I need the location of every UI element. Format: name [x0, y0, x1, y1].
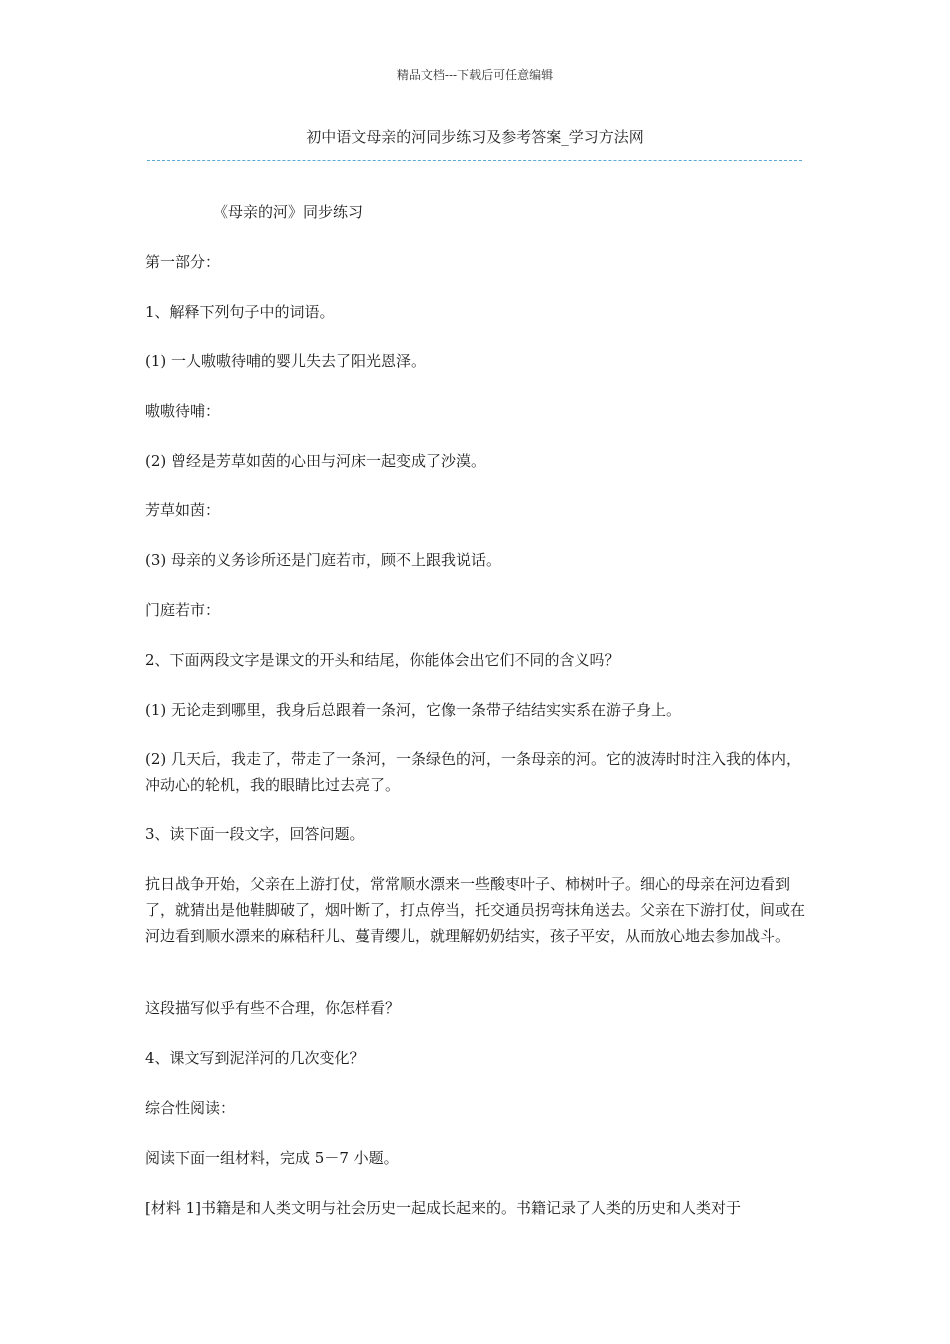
section-heading: 综合性阅读：	[145, 1099, 236, 1117]
question-3: 3、读下面一段文字，回答问题。	[145, 825, 365, 843]
section-subtitle: 《母亲的河》同步练习	[213, 203, 364, 221]
question-1-term-2: 芳草如茵：	[145, 501, 221, 519]
question-4: 4、课文写到泥洋河的几次变化？	[145, 1049, 365, 1067]
question-1-sentence-1: (1) 一人嗷嗷待哺的婴儿失去了阳光恩泽。	[145, 352, 427, 370]
question-1-term-1: 嗷嗷待哺：	[145, 402, 221, 420]
section-instructions: 阅读下面一组材料，完成 5－7 小题。	[145, 1149, 399, 1167]
question-1-sentence-2: (2) 曾经是芳草如茵的心田与河床一起变成了沙漠。	[145, 452, 487, 470]
question-3-prompt: 这段描写似乎有些不合理，你怎样看？	[145, 999, 401, 1017]
material-1: [材料 1]书籍是和人类文明与社会历史一起成长起来的。书籍记录了人类的历史和人类对于	[145, 1199, 742, 1217]
document-title: 初中语文母亲的河同步练习及参考答案_学习方法网	[306, 128, 644, 146]
question-3-passage: 抗日战争开始，父亲在上游打仗，常常顺水漂来一些酸枣叶子、柿树叶子。细心的母亲在河边看到了，就猜出是他鞋脚破了，烟叶断了，打点停当，托交通员拐弯抹角送去。父亲在下游打仗，间或在河边看到顺水漂来的麻秸秆儿、蔓青缨儿，就理解奶奶结实，孩子平安，从而放心地去参加战斗。	[145, 875, 806, 945]
question-1-sentence-3: (3) 母亲的义务诊所还是门庭若市，顾不上跟我说话。	[145, 551, 502, 569]
title-divider	[147, 160, 802, 161]
question-2-sentence-1: (1) 无论走到哪里，我身后总跟着一条河，它像一条带子结结实实系在游子身上。	[145, 701, 682, 719]
question-2: 2、下面两段文字是课文的开头和结尾，你能体会出它们不同的含义吗？	[145, 651, 620, 669]
question-2-sentence-2: (2) 几天后，我走了，带走了一条河，一条绿色的河，一条母亲的河。它的波涛时时注入我的体内，冲动心的轮机，我的眼睛比过去亮了。	[145, 750, 802, 794]
question-1-term-3: 门庭若市：	[145, 601, 221, 619]
header-note: 精品文档---下载后可任意编辑	[396, 68, 554, 82]
part-heading: 第一部分：	[145, 253, 221, 271]
question-1: 1、解释下列句子中的词语。	[145, 303, 335, 321]
